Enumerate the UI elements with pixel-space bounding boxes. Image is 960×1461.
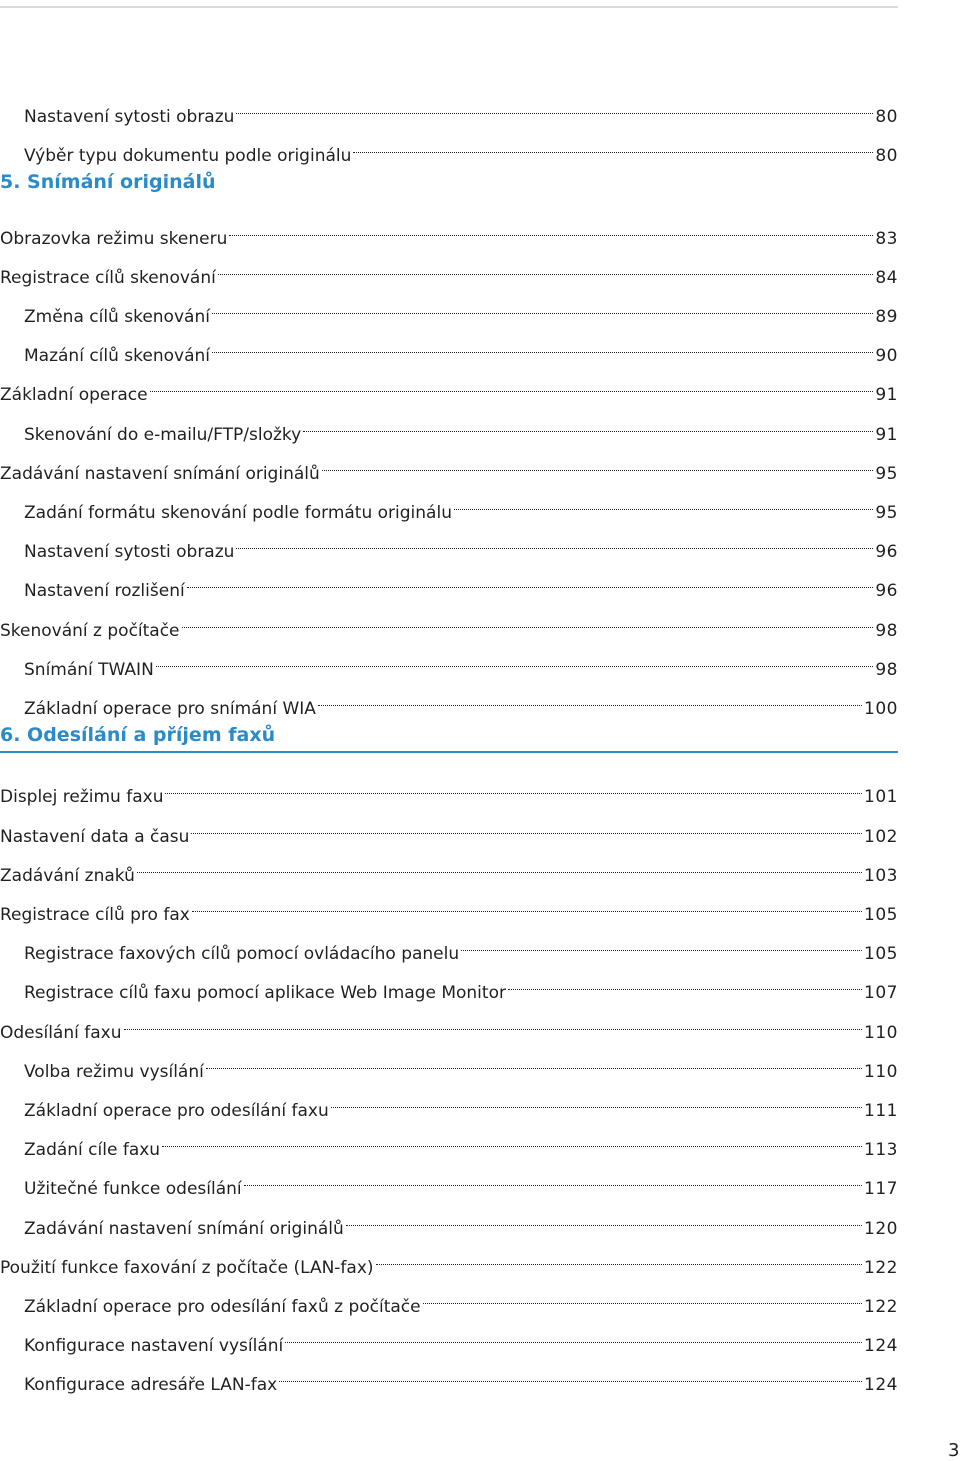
toc-entry-page: 110 — [864, 1022, 898, 1043]
toc-entry[interactable] — [0, 851, 898, 886]
toc-entry-title: Odesílání faxu — [0, 1022, 122, 1043]
toc-entry-title: Nastavení data a času — [0, 826, 190, 847]
toc-entry-title: Skenování z počítače — [0, 620, 180, 641]
dot-leader — [229, 214, 873, 244]
dot-leader — [279, 1360, 862, 1390]
toc-entry[interactable] — [0, 1047, 898, 1082]
toc-entry[interactable] — [0, 292, 898, 327]
toc-entry-page: 95 — [875, 503, 898, 523]
toc-entry-title: Zadání formátu skenování podle formátu originálu — [24, 503, 452, 523]
toc-entry[interactable] — [0, 449, 898, 484]
dot-leader — [236, 527, 873, 557]
toc-entry[interactable] — [0, 1204, 898, 1239]
toc-entry-page: 122 — [864, 1297, 898, 1317]
toc-entry-title: Konfigurace nastavení vysílání — [24, 1336, 284, 1357]
toc-entry-page: 96 — [875, 542, 898, 563]
toc-entry-page: 91 — [875, 424, 898, 445]
toc-entry-page: 117 — [864, 1179, 898, 1200]
dot-leader — [423, 1282, 862, 1312]
toc-entry-title: Nastavení sytosti obrazu — [24, 542, 235, 563]
toc-entry[interactable] — [0, 812, 898, 847]
toc-entry-page: 110 — [864, 1061, 898, 1082]
toc-entry-page: 90 — [875, 346, 898, 367]
chapter-rule — [0, 751, 898, 753]
toc-entry-page: 84 — [875, 267, 898, 288]
toc-entry-page: 98 — [875, 620, 898, 641]
toc-entry[interactable] — [0, 214, 898, 249]
toc-entry-page: 124 — [864, 1375, 898, 1396]
dot-leader — [187, 566, 874, 596]
toc-entry-page: 100 — [864, 699, 898, 719]
toc-entry[interactable] — [0, 131, 898, 167]
dot-leader — [165, 772, 862, 802]
toc-entry-title: Volba režimu vysílání — [24, 1061, 204, 1082]
dot-leader — [206, 1047, 862, 1077]
toc-entry[interactable] — [0, 645, 898, 680]
toc-entry[interactable] — [0, 488, 898, 523]
dot-leader — [461, 929, 862, 959]
toc-entry-page: 95 — [875, 463, 898, 484]
toc-entry-page: 120 — [864, 1218, 898, 1239]
toc-entry-title: Změna cílů skenování — [24, 307, 210, 327]
toc-entry-page: 113 — [864, 1140, 898, 1161]
dot-leader — [318, 684, 862, 714]
toc-entry[interactable] — [0, 1125, 898, 1161]
dot-leader — [150, 370, 874, 400]
toc-entry[interactable] — [0, 968, 898, 1004]
toc-entry-title: Výběr typu dokumentu podle originálu — [24, 146, 352, 167]
chapter-heading: 5. Snímání originálů — [0, 171, 216, 194]
toc-entry[interactable] — [0, 410, 898, 445]
toc-entry-page: 89 — [875, 307, 898, 327]
toc-entry-page: 111 — [864, 1101, 898, 1121]
toc-entry[interactable] — [0, 890, 898, 925]
toc-entry-page: 101 — [864, 787, 898, 808]
toc-entry[interactable] — [0, 772, 898, 808]
dot-leader — [156, 645, 874, 675]
toc-entry[interactable] — [0, 92, 898, 127]
dot-leader — [162, 1125, 862, 1155]
dot-leader — [236, 92, 873, 122]
header-rule — [0, 6, 898, 8]
toc-entry-title: Základní operace pro snímání WIA — [24, 699, 316, 719]
toc-entry-title: Snímání TWAIN — [24, 659, 154, 680]
toc-entry-page: 105 — [864, 944, 898, 965]
toc-entry-title: Zadání cíle faxu — [24, 1140, 161, 1161]
toc-entry[interactable] — [0, 1086, 898, 1121]
dot-leader — [346, 1204, 862, 1234]
toc-entry[interactable] — [0, 606, 898, 641]
dot-leader — [353, 131, 873, 161]
dot-leader — [212, 292, 873, 322]
dot-leader — [212, 331, 873, 361]
toc-entry-title: Použití funkce faxování z počítače (LAN-fax) — [0, 1257, 374, 1278]
toc-entry-page: 98 — [875, 659, 898, 680]
toc-entry-title: Zadávání nastavení snímání originálů — [0, 463, 320, 484]
toc-entry-title: Nastavení rozlišení — [24, 581, 185, 602]
toc-entry[interactable] — [0, 331, 898, 367]
toc-entry-title: Základní operace pro odesílání faxu — [24, 1101, 329, 1121]
dot-leader — [303, 410, 873, 440]
toc-entry-title: Registrace cílů skenování — [0, 267, 216, 288]
dot-leader — [192, 890, 862, 920]
toc-entry-title: Nastavení sytosti obrazu — [24, 107, 235, 127]
toc-entry-page: 105 — [864, 905, 898, 925]
dot-leader — [331, 1086, 862, 1116]
dot-leader — [376, 1243, 863, 1273]
toc-entry-title: Displej režimu faxu — [0, 787, 164, 808]
dot-leader — [285, 1321, 862, 1351]
toc-entry-title: Zadávání znaků — [0, 865, 135, 886]
toc-entry-page: 80 — [875, 107, 898, 127]
dot-leader — [322, 449, 874, 479]
toc-entry[interactable] — [0, 527, 898, 563]
toc-entry-page: 80 — [875, 146, 898, 167]
dot-leader — [244, 1164, 862, 1194]
dot-leader — [218, 253, 874, 283]
toc-entry-title: Užitečné funkce odesílání — [24, 1179, 242, 1200]
toc-entry-page: 96 — [875, 581, 898, 602]
toc-entry-title: Zadávání nastavení snímání originálů — [24, 1218, 344, 1239]
toc-entry-page: 107 — [864, 983, 898, 1004]
chapter-heading: 6. Odesílání a příjem faxů — [0, 724, 276, 747]
toc-entry-title: Registrace cílů faxu pomocí aplikace Web Image Monitor — [24, 983, 506, 1004]
toc-entry-page: 83 — [875, 228, 898, 249]
toc-entry-title: Konfigurace adresáře LAN-fax — [24, 1375, 278, 1396]
toc-entry[interactable] — [0, 684, 898, 719]
toc-entry-page: 124 — [864, 1336, 898, 1357]
dot-leader — [508, 968, 862, 998]
toc-entry-page: 122 — [864, 1257, 898, 1278]
toc-entry-title: Registrace cílů pro fax — [0, 905, 190, 925]
dot-leader — [454, 488, 873, 518]
toc-entry[interactable] — [0, 566, 898, 602]
dot-leader — [124, 1008, 863, 1038]
toc-entry-title: Základní operace — [0, 385, 148, 406]
toc-entry-title: Mazání cílů skenování — [24, 346, 211, 367]
page-number: 3 — [948, 1440, 960, 1461]
toc-entry[interactable] — [0, 370, 898, 406]
toc-entry-title: Skenování do e-mailu/FTP/složky — [24, 424, 302, 445]
toc-entry[interactable] — [0, 1243, 898, 1278]
toc-entry[interactable] — [0, 1164, 898, 1200]
toc-entry-title: Registrace faxových cílů pomocí ovládacího panelu — [24, 944, 460, 965]
toc-entry[interactable] — [0, 1321, 898, 1357]
dot-leader — [182, 606, 874, 636]
toc-entry[interactable] — [0, 1360, 898, 1396]
dot-leader — [137, 851, 862, 881]
toc-entry-page: 103 — [864, 865, 898, 886]
toc-entry-page: 91 — [875, 385, 898, 406]
toc-entry[interactable] — [0, 929, 898, 965]
dot-leader — [191, 812, 862, 842]
toc-entry-title: Základní operace pro odesílání faxů z počítače — [24, 1297, 421, 1317]
toc-entry-title: Obrazovka režimu skeneru — [0, 228, 228, 249]
toc-entry-page: 102 — [864, 826, 898, 847]
toc-entry[interactable] — [0, 1008, 898, 1043]
toc-entry[interactable] — [0, 253, 898, 288]
toc-entry[interactable] — [0, 1282, 898, 1317]
